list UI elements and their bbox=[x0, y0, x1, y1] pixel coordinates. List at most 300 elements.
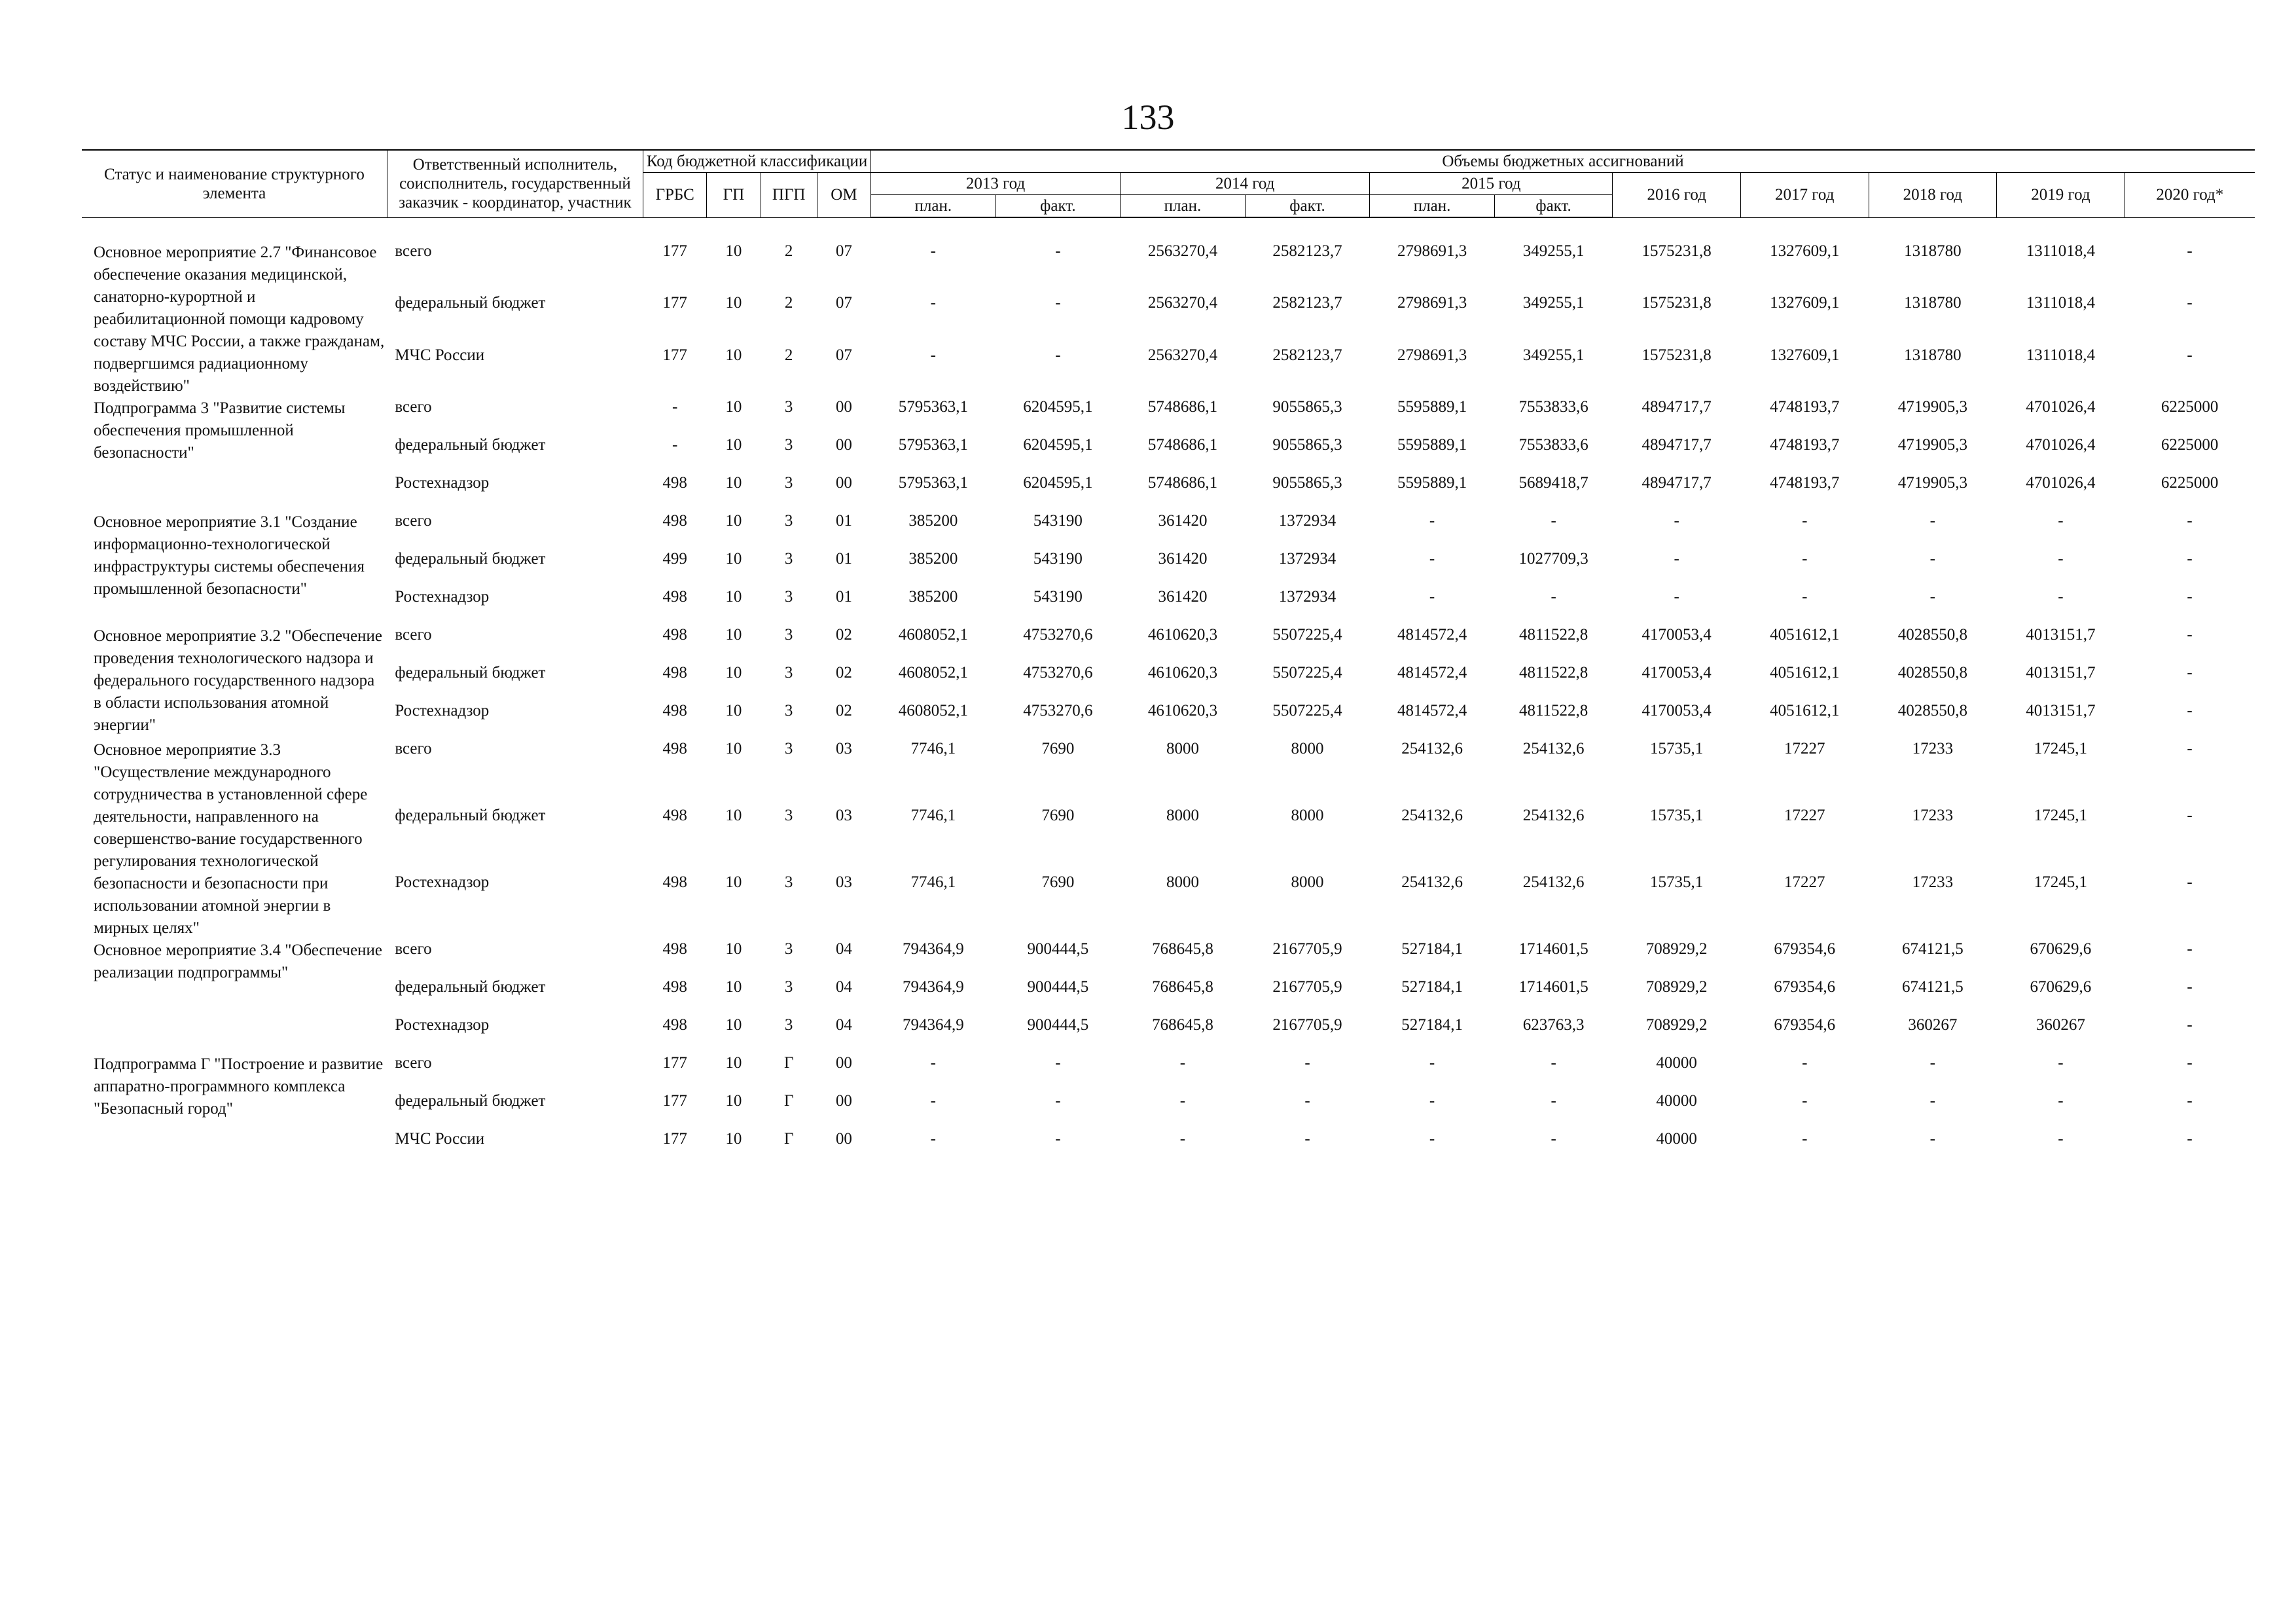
value-cell: 17233 bbox=[1912, 873, 1954, 891]
structural-element-name: Основное мероприятие 3.2 "Обеспечение проведения технологического надзора и федерального государственного надзора в области использования атомной энергии" bbox=[94, 627, 383, 734]
value-cell: 4013151,7 bbox=[2026, 702, 2096, 720]
value-cell: - bbox=[2187, 1054, 2193, 1072]
value-cell: 794364,9 bbox=[902, 978, 964, 996]
gp-cell: 10 bbox=[725, 940, 742, 958]
value-cell: 4170053,4 bbox=[1641, 626, 1712, 644]
value-cell: - bbox=[1551, 588, 1556, 606]
value-cell: 9055865,3 bbox=[1272, 474, 1342, 492]
value-cell: 385200 bbox=[908, 588, 958, 606]
om-cell: 03 bbox=[835, 873, 852, 891]
om-cell: 04 bbox=[835, 978, 852, 996]
value-cell: 360267 bbox=[1908, 1016, 1958, 1034]
grbs-cell: 177 bbox=[662, 242, 687, 260]
header-code-group: Код бюджетной классификации bbox=[643, 150, 871, 173]
value-cell: 4719905,3 bbox=[1897, 474, 1967, 492]
header-spacer-row bbox=[82, 217, 2255, 242]
executor-cell: федеральный бюджет bbox=[395, 550, 546, 568]
pgp-cell: 3 bbox=[784, 740, 793, 757]
gp-cell: 10 bbox=[725, 242, 742, 260]
gp-cell: 10 bbox=[725, 740, 742, 757]
value-cell: 6204595,1 bbox=[1023, 474, 1093, 492]
value-cell: - bbox=[1429, 1054, 1435, 1072]
value-cell: 9055865,3 bbox=[1272, 436, 1342, 454]
value-cell: 6225000 bbox=[2161, 436, 2219, 454]
gp-cell: 10 bbox=[725, 626, 742, 644]
value-cell: - bbox=[1055, 294, 1061, 312]
table-body bbox=[82, 217, 2255, 1167]
pgp-cell: 3 bbox=[784, 550, 793, 568]
om-cell: 01 bbox=[835, 550, 852, 568]
pgp-cell: 2 bbox=[784, 294, 793, 312]
grbs-cell: 498 bbox=[662, 1016, 687, 1034]
table-row bbox=[82, 806, 2255, 873]
header-year-2013: 2013 год bbox=[871, 173, 1121, 195]
om-cell: 00 bbox=[835, 474, 852, 492]
om-cell: 00 bbox=[835, 436, 852, 454]
value-cell: - bbox=[1429, 512, 1435, 530]
grbs-cell: 498 bbox=[662, 474, 687, 492]
executor-cell: всего bbox=[395, 1054, 432, 1072]
executor-cell: Ростехнадзор bbox=[395, 474, 490, 492]
value-cell: 8000 bbox=[1291, 873, 1324, 891]
om-cell: 07 bbox=[835, 242, 852, 260]
value-cell: 40000 bbox=[1656, 1054, 1697, 1072]
header-volumes: Объемы бюджетных ассигнований bbox=[871, 150, 2255, 173]
value-cell: - bbox=[1429, 1130, 1435, 1148]
gp-cell: 10 bbox=[725, 978, 742, 996]
value-cell: - bbox=[2058, 550, 2064, 568]
value-cell: 17245,1 bbox=[2034, 873, 2088, 891]
value-cell: 15735,1 bbox=[1650, 740, 1704, 757]
value-cell: - bbox=[1929, 550, 1935, 568]
value-cell: 17245,1 bbox=[2034, 740, 2088, 757]
value-cell: - bbox=[1551, 1130, 1556, 1148]
value-cell: 2798691,3 bbox=[1397, 346, 1467, 364]
value-cell: 360267 bbox=[2036, 1016, 2085, 1034]
value-cell: 623763,3 bbox=[1522, 1016, 1585, 1034]
value-cell: 6204595,1 bbox=[1023, 436, 1093, 454]
gp-cell: 10 bbox=[725, 346, 742, 364]
structural-element-name: Основное мероприятие 2.7 "Финансовое обеспечение оказания медицинской, санаторно-курортной и реабилитационной помощи кадровому составу МЧС России, а также гражданам, подвергшимся радиационному воздействию" bbox=[94, 244, 385, 395]
table-row bbox=[82, 1015, 2255, 1053]
value-cell: - bbox=[1802, 588, 1808, 606]
header-gp: ГП bbox=[707, 173, 761, 218]
value-cell: 4748193,7 bbox=[1770, 474, 1840, 492]
value-cell: 4028550,8 bbox=[1897, 664, 1967, 682]
value-cell: 254132,6 bbox=[1401, 740, 1463, 757]
executor-cell: федеральный бюджет bbox=[395, 978, 546, 996]
value-cell: 1311018,4 bbox=[2026, 294, 2096, 312]
table-row bbox=[82, 1129, 2255, 1167]
table-row bbox=[82, 242, 2255, 293]
value-cell: - bbox=[2058, 1092, 2064, 1110]
grbs-cell: 499 bbox=[662, 550, 687, 568]
header-grbs: ГРБС bbox=[643, 173, 707, 218]
table-row bbox=[82, 435, 2255, 473]
value-cell: - bbox=[1929, 588, 1935, 606]
value-cell: - bbox=[1802, 1092, 1808, 1110]
value-cell: - bbox=[2187, 1016, 2193, 1034]
grbs-cell: 498 bbox=[662, 978, 687, 996]
value-cell: - bbox=[1179, 1054, 1186, 1072]
value-cell: 4753270,6 bbox=[1023, 626, 1093, 644]
header-executor: Ответственный исполнитель, соисполнитель, государственный заказчик - координатор, участник bbox=[387, 150, 643, 217]
value-cell: 4170053,4 bbox=[1641, 702, 1712, 720]
grbs-cell: 498 bbox=[662, 873, 687, 891]
value-cell: - bbox=[2187, 873, 2193, 891]
value-cell: 4051612,1 bbox=[1770, 626, 1840, 644]
header-year-2020: 2020 год* bbox=[2125, 173, 2255, 218]
value-cell: 15735,1 bbox=[1650, 807, 1704, 824]
table-row bbox=[82, 587, 2255, 625]
value-cell: - bbox=[1429, 1092, 1435, 1110]
gp-cell: 10 bbox=[725, 1054, 742, 1072]
gp-cell: 10 bbox=[725, 702, 742, 720]
value-cell: 1327609,1 bbox=[1770, 346, 1840, 364]
structural-element-name: Основное мероприятие 3.4 "Обеспечение реализации подпрограммы" bbox=[94, 941, 383, 981]
table-row bbox=[82, 939, 2255, 977]
om-cell: 02 bbox=[835, 664, 852, 682]
value-cell: 1027709,3 bbox=[1518, 550, 1588, 568]
value-cell: 254132,6 bbox=[1522, 807, 1585, 824]
value-cell: 670629,6 bbox=[2030, 940, 2092, 958]
value-cell: 349255,1 bbox=[1522, 294, 1585, 312]
executor-cell: федеральный бюджет bbox=[395, 664, 546, 682]
gp-cell: 10 bbox=[725, 873, 742, 891]
executor-cell: Ростехнадзор bbox=[395, 873, 490, 891]
value-cell: - bbox=[1674, 550, 1679, 568]
grbs-cell: - bbox=[672, 436, 678, 454]
pgp-cell: 3 bbox=[784, 807, 793, 824]
table-header bbox=[82, 150, 2255, 217]
executor-cell: всего bbox=[395, 512, 432, 530]
value-cell: 40000 bbox=[1656, 1130, 1697, 1148]
gp-cell: 10 bbox=[725, 807, 742, 824]
value-cell: - bbox=[2187, 1130, 2193, 1148]
value-cell: 674121,5 bbox=[1901, 940, 1964, 958]
value-cell: 254132,6 bbox=[1401, 873, 1463, 891]
table-row bbox=[82, 1053, 2255, 1091]
executor-cell: федеральный бюджет bbox=[395, 436, 546, 454]
gp-cell: 10 bbox=[725, 398, 742, 416]
pgp-cell: Г bbox=[783, 1092, 794, 1110]
value-cell: 7746,1 bbox=[910, 807, 956, 824]
value-cell: 2167705,9 bbox=[1272, 978, 1342, 996]
value-cell: 4811522,8 bbox=[1518, 702, 1588, 720]
header-plan-2014: план. bbox=[1121, 195, 1246, 218]
executor-cell: федеральный бюджет bbox=[395, 294, 546, 312]
value-cell: - bbox=[1802, 550, 1808, 568]
value-cell: 5595889,1 bbox=[1397, 436, 1467, 454]
value-cell: 7746,1 bbox=[910, 740, 956, 757]
pgp-cell: 3 bbox=[784, 1016, 793, 1034]
grbs-cell: 498 bbox=[662, 807, 687, 824]
value-cell: 4753270,6 bbox=[1023, 702, 1093, 720]
value-cell: 385200 bbox=[908, 512, 958, 530]
value-cell: 900444,5 bbox=[1027, 940, 1089, 958]
gp-cell: 10 bbox=[725, 664, 742, 682]
value-cell: 527184,1 bbox=[1401, 940, 1463, 958]
value-cell: 768645,8 bbox=[1152, 1016, 1213, 1034]
value-cell: - bbox=[2187, 940, 2193, 958]
value-cell: 708929,2 bbox=[1645, 940, 1708, 958]
executor-cell: всего bbox=[395, 398, 432, 416]
value-cell: - bbox=[2187, 512, 2193, 530]
header-status: Статус и наименование структурного элемента bbox=[82, 150, 387, 217]
value-cell: 768645,8 bbox=[1152, 978, 1213, 996]
value-cell: - bbox=[930, 1092, 936, 1110]
value-cell: 5595889,1 bbox=[1397, 474, 1467, 492]
value-cell: 17227 bbox=[1784, 873, 1825, 891]
value-cell: - bbox=[1179, 1092, 1186, 1110]
table-row bbox=[82, 1091, 2255, 1129]
header-om: ОМ bbox=[817, 173, 870, 218]
value-cell: - bbox=[1929, 1130, 1935, 1148]
value-cell: - bbox=[1929, 512, 1935, 530]
value-cell: 1318780 bbox=[1904, 294, 1962, 312]
value-cell: 4701026,4 bbox=[2026, 436, 2096, 454]
value-cell: 4051612,1 bbox=[1770, 702, 1840, 720]
value-cell: 4608052,1 bbox=[898, 702, 968, 720]
value-cell: 17227 bbox=[1784, 740, 1825, 757]
value-cell: - bbox=[1055, 1130, 1061, 1148]
grbs-cell: 177 bbox=[662, 1130, 687, 1148]
pgp-cell: 3 bbox=[784, 436, 793, 454]
value-cell: 8000 bbox=[1166, 873, 1199, 891]
value-cell: 5795363,1 bbox=[898, 398, 968, 416]
value-cell: 4608052,1 bbox=[898, 664, 968, 682]
value-cell: 2798691,3 bbox=[1397, 294, 1467, 312]
gp-cell: 10 bbox=[725, 512, 742, 530]
value-cell: 4701026,4 bbox=[2026, 398, 2096, 416]
value-cell: 4719905,3 bbox=[1897, 398, 1967, 416]
value-cell: 2582123,7 bbox=[1272, 346, 1342, 364]
grbs-cell: 498 bbox=[662, 740, 687, 757]
value-cell: 8000 bbox=[1166, 740, 1199, 757]
value-cell: 1575231,8 bbox=[1641, 294, 1712, 312]
value-cell: 794364,9 bbox=[902, 1016, 964, 1034]
value-cell: 1575231,8 bbox=[1641, 346, 1712, 364]
value-cell: - bbox=[1551, 1054, 1556, 1072]
value-cell: 5507225,4 bbox=[1272, 664, 1342, 682]
pgp-cell: 3 bbox=[784, 588, 793, 606]
value-cell: 17245,1 bbox=[2034, 807, 2088, 824]
value-cell: 5748686,1 bbox=[1147, 436, 1218, 454]
value-cell: 349255,1 bbox=[1522, 242, 1585, 260]
value-cell: 1318780 bbox=[1904, 346, 1962, 364]
value-cell: 527184,1 bbox=[1401, 978, 1463, 996]
structural-element-name: Основное мероприятие 3.1 "Создание информационно-технологической инфраструктуры системы обеспечения промышленной безопасности" bbox=[94, 513, 365, 598]
header-year-2016: 2016 год bbox=[1613, 173, 1741, 218]
table-row bbox=[82, 293, 2255, 345]
value-cell: 2563270,4 bbox=[1147, 294, 1218, 312]
om-cell: 07 bbox=[835, 294, 852, 312]
value-cell: 1575231,8 bbox=[1641, 242, 1712, 260]
executor-cell: МЧС России bbox=[395, 1130, 485, 1148]
value-cell: - bbox=[2187, 294, 2193, 312]
value-cell: - bbox=[1429, 588, 1435, 606]
value-cell: 4028550,8 bbox=[1897, 626, 1967, 644]
value-cell: 794364,9 bbox=[902, 940, 964, 958]
value-cell: 4894717,7 bbox=[1641, 436, 1712, 454]
pgp-cell: 3 bbox=[784, 664, 793, 682]
value-cell: 4719905,3 bbox=[1897, 436, 1967, 454]
value-cell: - bbox=[1551, 1092, 1556, 1110]
header-fact-2013: факт. bbox=[996, 195, 1121, 218]
header-pgp: ПГП bbox=[761, 173, 817, 218]
pgp-cell: 3 bbox=[784, 398, 793, 416]
value-cell: - bbox=[1929, 1054, 1935, 1072]
value-cell: - bbox=[2187, 626, 2193, 644]
executor-cell: всего bbox=[395, 242, 432, 260]
value-cell: 543190 bbox=[1033, 550, 1083, 568]
grbs-cell: - bbox=[672, 398, 678, 416]
gp-cell: 10 bbox=[725, 588, 742, 606]
value-cell: - bbox=[2187, 702, 2193, 720]
value-cell: 1714601,5 bbox=[1518, 940, 1588, 958]
budget-table bbox=[82, 149, 2255, 1167]
value-cell: 5748686,1 bbox=[1147, 474, 1218, 492]
value-cell: - bbox=[1802, 1054, 1808, 1072]
value-cell: 8000 bbox=[1166, 807, 1199, 824]
table-row bbox=[82, 663, 2255, 701]
value-cell: 679354,6 bbox=[1774, 1016, 1836, 1034]
gp-cell: 10 bbox=[725, 1092, 742, 1110]
gp-cell: 10 bbox=[725, 474, 742, 492]
value-cell: 1714601,5 bbox=[1518, 978, 1588, 996]
header-year-2015: 2015 год bbox=[1370, 173, 1613, 195]
value-cell: 4610620,3 bbox=[1147, 702, 1218, 720]
value-cell: 361420 bbox=[1158, 550, 1208, 568]
om-cell: 00 bbox=[835, 1054, 852, 1072]
gp-cell: 10 bbox=[725, 294, 742, 312]
value-cell: 4814572,4 bbox=[1397, 702, 1467, 720]
header-plan-2013: план. bbox=[871, 195, 996, 218]
value-cell: 900444,5 bbox=[1027, 978, 1089, 996]
value-cell: 4811522,8 bbox=[1518, 626, 1588, 644]
value-cell: 768645,8 bbox=[1152, 940, 1213, 958]
value-cell: 6225000 bbox=[2161, 398, 2219, 416]
executor-cell: всего bbox=[395, 740, 432, 757]
value-cell: 254132,6 bbox=[1522, 740, 1585, 757]
value-cell: 5795363,1 bbox=[898, 474, 968, 492]
value-cell: - bbox=[2058, 1130, 2064, 1148]
value-cell: - bbox=[1055, 1054, 1061, 1072]
value-cell: 670629,6 bbox=[2030, 978, 2092, 996]
gp-cell: 10 bbox=[725, 1016, 742, 1034]
pgp-cell: 2 bbox=[784, 242, 793, 260]
pgp-cell: Г bbox=[783, 1130, 794, 1148]
pgp-cell: 3 bbox=[784, 940, 793, 958]
value-cell: 8000 bbox=[1291, 740, 1324, 757]
executor-cell: федеральный бюджет bbox=[395, 1092, 546, 1110]
value-cell: 7553833,6 bbox=[1518, 398, 1588, 416]
table-row bbox=[82, 873, 2255, 939]
value-cell: 543190 bbox=[1033, 512, 1083, 530]
value-cell: 4610620,3 bbox=[1147, 626, 1218, 644]
value-cell: - bbox=[930, 1130, 936, 1148]
om-cell: 00 bbox=[835, 1130, 852, 1148]
value-cell: 4894717,7 bbox=[1641, 398, 1712, 416]
executor-cell: Ростехнадзор bbox=[395, 702, 490, 720]
om-cell: 03 bbox=[835, 807, 852, 824]
value-cell: - bbox=[2187, 664, 2193, 682]
executor-cell: МЧС России bbox=[395, 346, 485, 364]
value-cell: 7690 bbox=[1041, 873, 1075, 891]
structural-element-name: Основное мероприятие 3.3 "Осуществление международного сотрудничества в установленной сфере деятельности, направленного на совершенство-вание государственного регулирования технологической безопасности и безопасности при использовании атомной энергии в мирных целях" bbox=[94, 741, 368, 937]
value-cell: 4753270,6 bbox=[1023, 664, 1093, 682]
table-row bbox=[82, 397, 2255, 435]
value-cell: 5595889,1 bbox=[1397, 398, 1467, 416]
value-cell: 1372934 bbox=[1278, 550, 1336, 568]
value-cell: - bbox=[2058, 1054, 2064, 1072]
structural-element-name: Подпрограмма 3 "Развитие системы обеспечения промышленной безопасности" bbox=[94, 399, 346, 462]
header-fact-2015: факт. bbox=[1494, 195, 1613, 218]
value-cell: 4811522,8 bbox=[1518, 664, 1588, 682]
table-row bbox=[82, 977, 2255, 1015]
value-cell: - bbox=[2187, 740, 2193, 757]
value-cell: - bbox=[1179, 1130, 1186, 1148]
value-cell: - bbox=[1055, 346, 1061, 364]
value-cell: 4610620,3 bbox=[1147, 664, 1218, 682]
value-cell: 527184,1 bbox=[1401, 1016, 1463, 1034]
value-cell: 5689418,7 bbox=[1518, 474, 1588, 492]
value-cell: 679354,6 bbox=[1774, 978, 1836, 996]
value-cell: 5748686,1 bbox=[1147, 398, 1218, 416]
grbs-cell: 177 bbox=[662, 1092, 687, 1110]
grbs-cell: 498 bbox=[662, 626, 687, 644]
om-cell: 02 bbox=[835, 702, 852, 720]
value-cell: 2582123,7 bbox=[1272, 242, 1342, 260]
value-cell: 4028550,8 bbox=[1897, 702, 1967, 720]
value-cell: - bbox=[2187, 346, 2193, 364]
value-cell: 543190 bbox=[1033, 588, 1083, 606]
value-cell: 1327609,1 bbox=[1770, 294, 1840, 312]
value-cell: - bbox=[1551, 512, 1556, 530]
executor-cell: Ростехнадзор bbox=[395, 588, 490, 606]
value-cell: 1372934 bbox=[1278, 588, 1336, 606]
pgp-cell: 3 bbox=[784, 626, 793, 644]
grbs-cell: 498 bbox=[662, 664, 687, 682]
value-cell: 7690 bbox=[1041, 740, 1075, 757]
value-cell: 4894717,7 bbox=[1641, 474, 1712, 492]
value-cell: 349255,1 bbox=[1522, 346, 1585, 364]
table-row bbox=[82, 346, 2255, 397]
value-cell: 2582123,7 bbox=[1272, 294, 1342, 312]
value-cell: 5507225,4 bbox=[1272, 626, 1342, 644]
value-cell: 1327609,1 bbox=[1770, 242, 1840, 260]
value-cell: 385200 bbox=[908, 550, 958, 568]
value-cell: 4170053,4 bbox=[1641, 664, 1712, 682]
value-cell: 361420 bbox=[1158, 512, 1208, 530]
value-cell: - bbox=[930, 242, 936, 260]
executor-cell: федеральный бюджет bbox=[395, 807, 546, 824]
value-cell: 1311018,4 bbox=[2026, 242, 2096, 260]
om-cell: 00 bbox=[835, 1092, 852, 1110]
value-cell: 361420 bbox=[1158, 588, 1208, 606]
value-cell: - bbox=[930, 1054, 936, 1072]
value-cell: - bbox=[1802, 1130, 1808, 1148]
value-cell: 40000 bbox=[1656, 1092, 1697, 1110]
value-cell: 6225000 bbox=[2161, 474, 2219, 492]
value-cell: - bbox=[2058, 588, 2064, 606]
structural-element-name: Подпрограмма Г "Построение и развитие аппаратно-программного комплекса "Безопасный город" bbox=[94, 1055, 384, 1118]
value-cell: 4013151,7 bbox=[2026, 664, 2096, 682]
header-year-2019: 2019 год bbox=[1997, 173, 2125, 218]
pgp-cell: 3 bbox=[784, 702, 793, 720]
gp-cell: 10 bbox=[725, 1130, 742, 1148]
value-cell: 5795363,1 bbox=[898, 436, 968, 454]
